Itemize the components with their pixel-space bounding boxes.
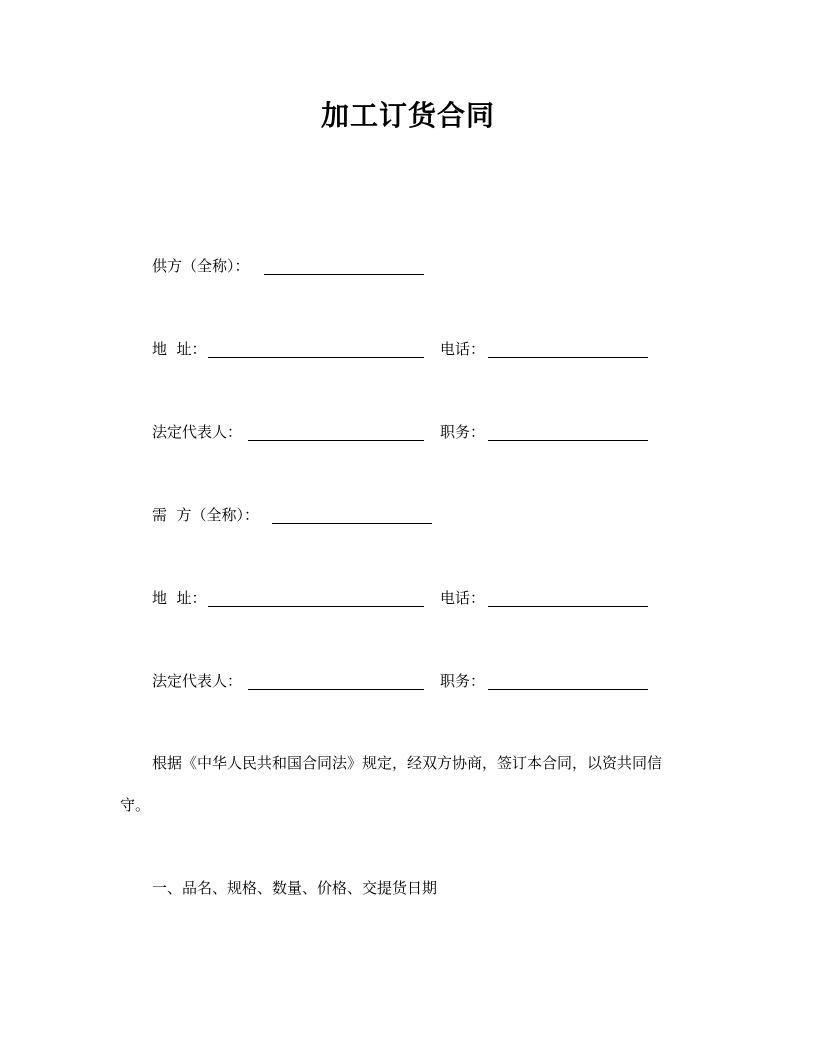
buyer-name-label: 需 方（全称）：	[152, 506, 260, 524]
buyer-position-label: 职务：	[440, 672, 486, 690]
intro-paragraph-line2: 守。	[120, 796, 151, 814]
supplier-rep-label: 法定代表人：	[152, 423, 243, 441]
supplier-phone-field[interactable]	[488, 357, 648, 358]
buyer-position-field[interactable]	[488, 689, 648, 690]
buyer-name-field[interactable]	[272, 523, 432, 524]
buyer-rep-field[interactable]	[248, 689, 424, 690]
supplier-position-label: 职务：	[440, 423, 486, 441]
intro-paragraph-line1: 根据《中华人民共和国合同法》规定，经双方协商，签订本合同，以资共同信	[152, 754, 663, 772]
section1-heading: 一、品名、规格、数量、价格、交提货日期	[152, 879, 438, 897]
buyer-phone-label: 电话：	[440, 589, 486, 607]
supplier-name-field[interactable]	[264, 274, 424, 275]
supplier-phone-label: 电话：	[440, 340, 486, 358]
supplier-address-label: 地 址：	[152, 340, 207, 358]
supplier-name-label: 供方（全称）：	[152, 257, 250, 275]
supplier-rep-field[interactable]	[248, 440, 424, 441]
buyer-address-field[interactable]	[208, 606, 424, 607]
buyer-phone-field[interactable]	[488, 606, 648, 607]
buyer-address-label: 地 址：	[152, 589, 207, 607]
supplier-position-field[interactable]	[488, 440, 648, 441]
supplier-address-field[interactable]	[208, 357, 424, 358]
document-title: 加工订货合同	[320, 99, 495, 132]
buyer-rep-label: 法定代表人：	[152, 672, 243, 690]
